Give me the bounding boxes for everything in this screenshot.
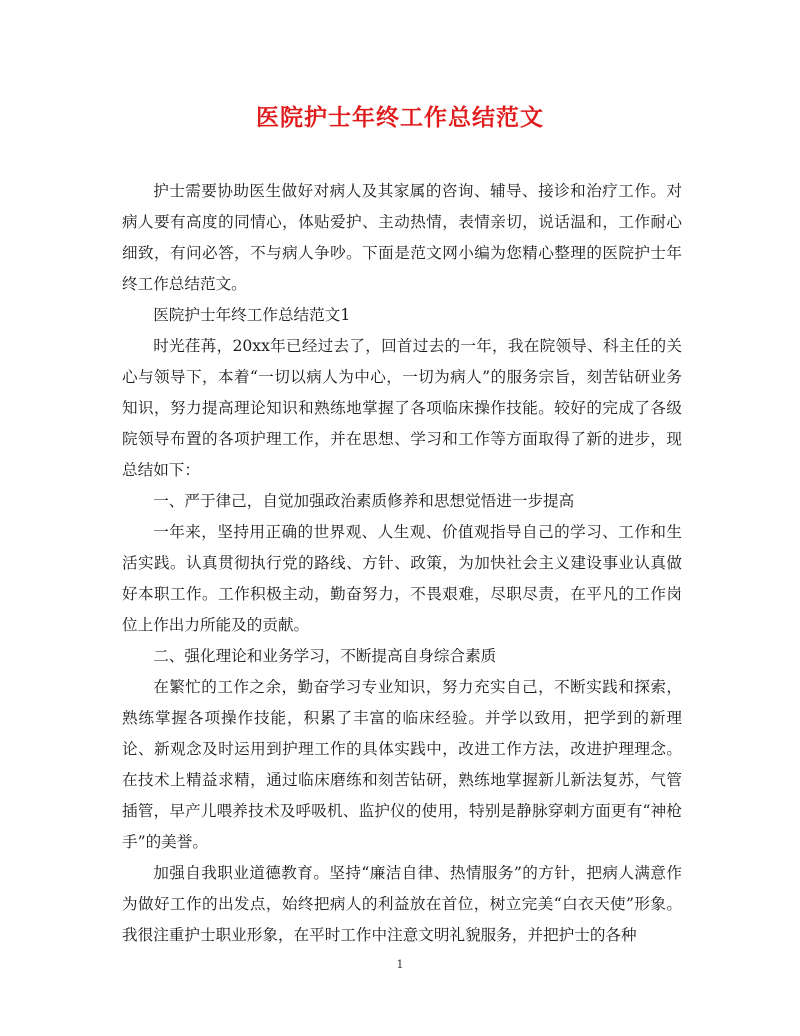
document-title: 医院护士年终工作总结范文 — [256, 104, 544, 131]
body-paragraph: 在繁忙的工作之余，勤奋学习专业知识，努力充实自己，不断实践和探索，熟练掌握各项操作技能，积累了丰富的临床经验。并学以致用，把学到的新理论、新观念及时运用到护理工作的具体实践中，改进工作方法，改进护理理念。在技术上精益求精，通过临床磨练和刻苦钻研，熟练地掌握新儿新法复苏，气管插管，早产儿喂养技术及呼吸机、监护仪的使用，特别是静脉穿刺方面更有“神枪手”的美誉。 — [122, 678, 682, 851]
subsection-heading: 二、强化理论和业务学习，不断提高自身综合素质 — [153, 647, 497, 665]
document-body — [122, 176, 682, 951]
subsection-heading: 一、严于律己，自觉加强政治素质修养和思想觉悟进一步提高 — [153, 492, 575, 510]
body-paragraph: 时光荏苒，20xx年已经过去了，回首过去的一年，我在院领导、科主任的关心与领导下，本着“一切以病人为中心，一切为病人”的服务宗旨，刻苦钻研业务知识，努力提高理论知识和熟练地掌握了各项临床操作技能。较好的完成了各级院领导布置的各项护理工作，并在思想、学习和工作等方面取得了新的进步，现总结如下： — [122, 337, 682, 479]
section-heading: 医院护士年终工作总结范文1 — [153, 306, 351, 324]
page-number: 1 — [396, 958, 404, 971]
body-paragraph: 加强自我职业道德教育。坚持“廉洁自律、热情服务”的方针，把病人满意作为做好工作的出发点，始终把病人的利益放在首位，树立完美“白衣天使”形象。我很注重护士职业形象，在平时工作中注意文明礼貌服务，并把护士的各种 — [122, 864, 682, 944]
intro-paragraph: 护士需要协助医生做好对病人及其家属的咨询、辅导、接诊和治疗工作。对病人要有高度的同情心，体贴爱护、主动热情，表情亲切，说话温和，工作耐心细致，有问必答，不与病人争吵。下面是范文网小编为您精心整理的医院护士年终工作总结范文。 — [122, 182, 682, 293]
body-paragraph: 一年来，坚持用正确的世界观、人生观、价值观指导自己的学习、工作和生活实践。认真贯彻执行党的路线、方针、政策，为加快社会主义建设事业认真做好本职工作。工作积极主动，勤奋努力，不畏艰难，尽职尽责，在平凡的工作岗位上作出力所能及的贡献。 — [122, 523, 682, 634]
